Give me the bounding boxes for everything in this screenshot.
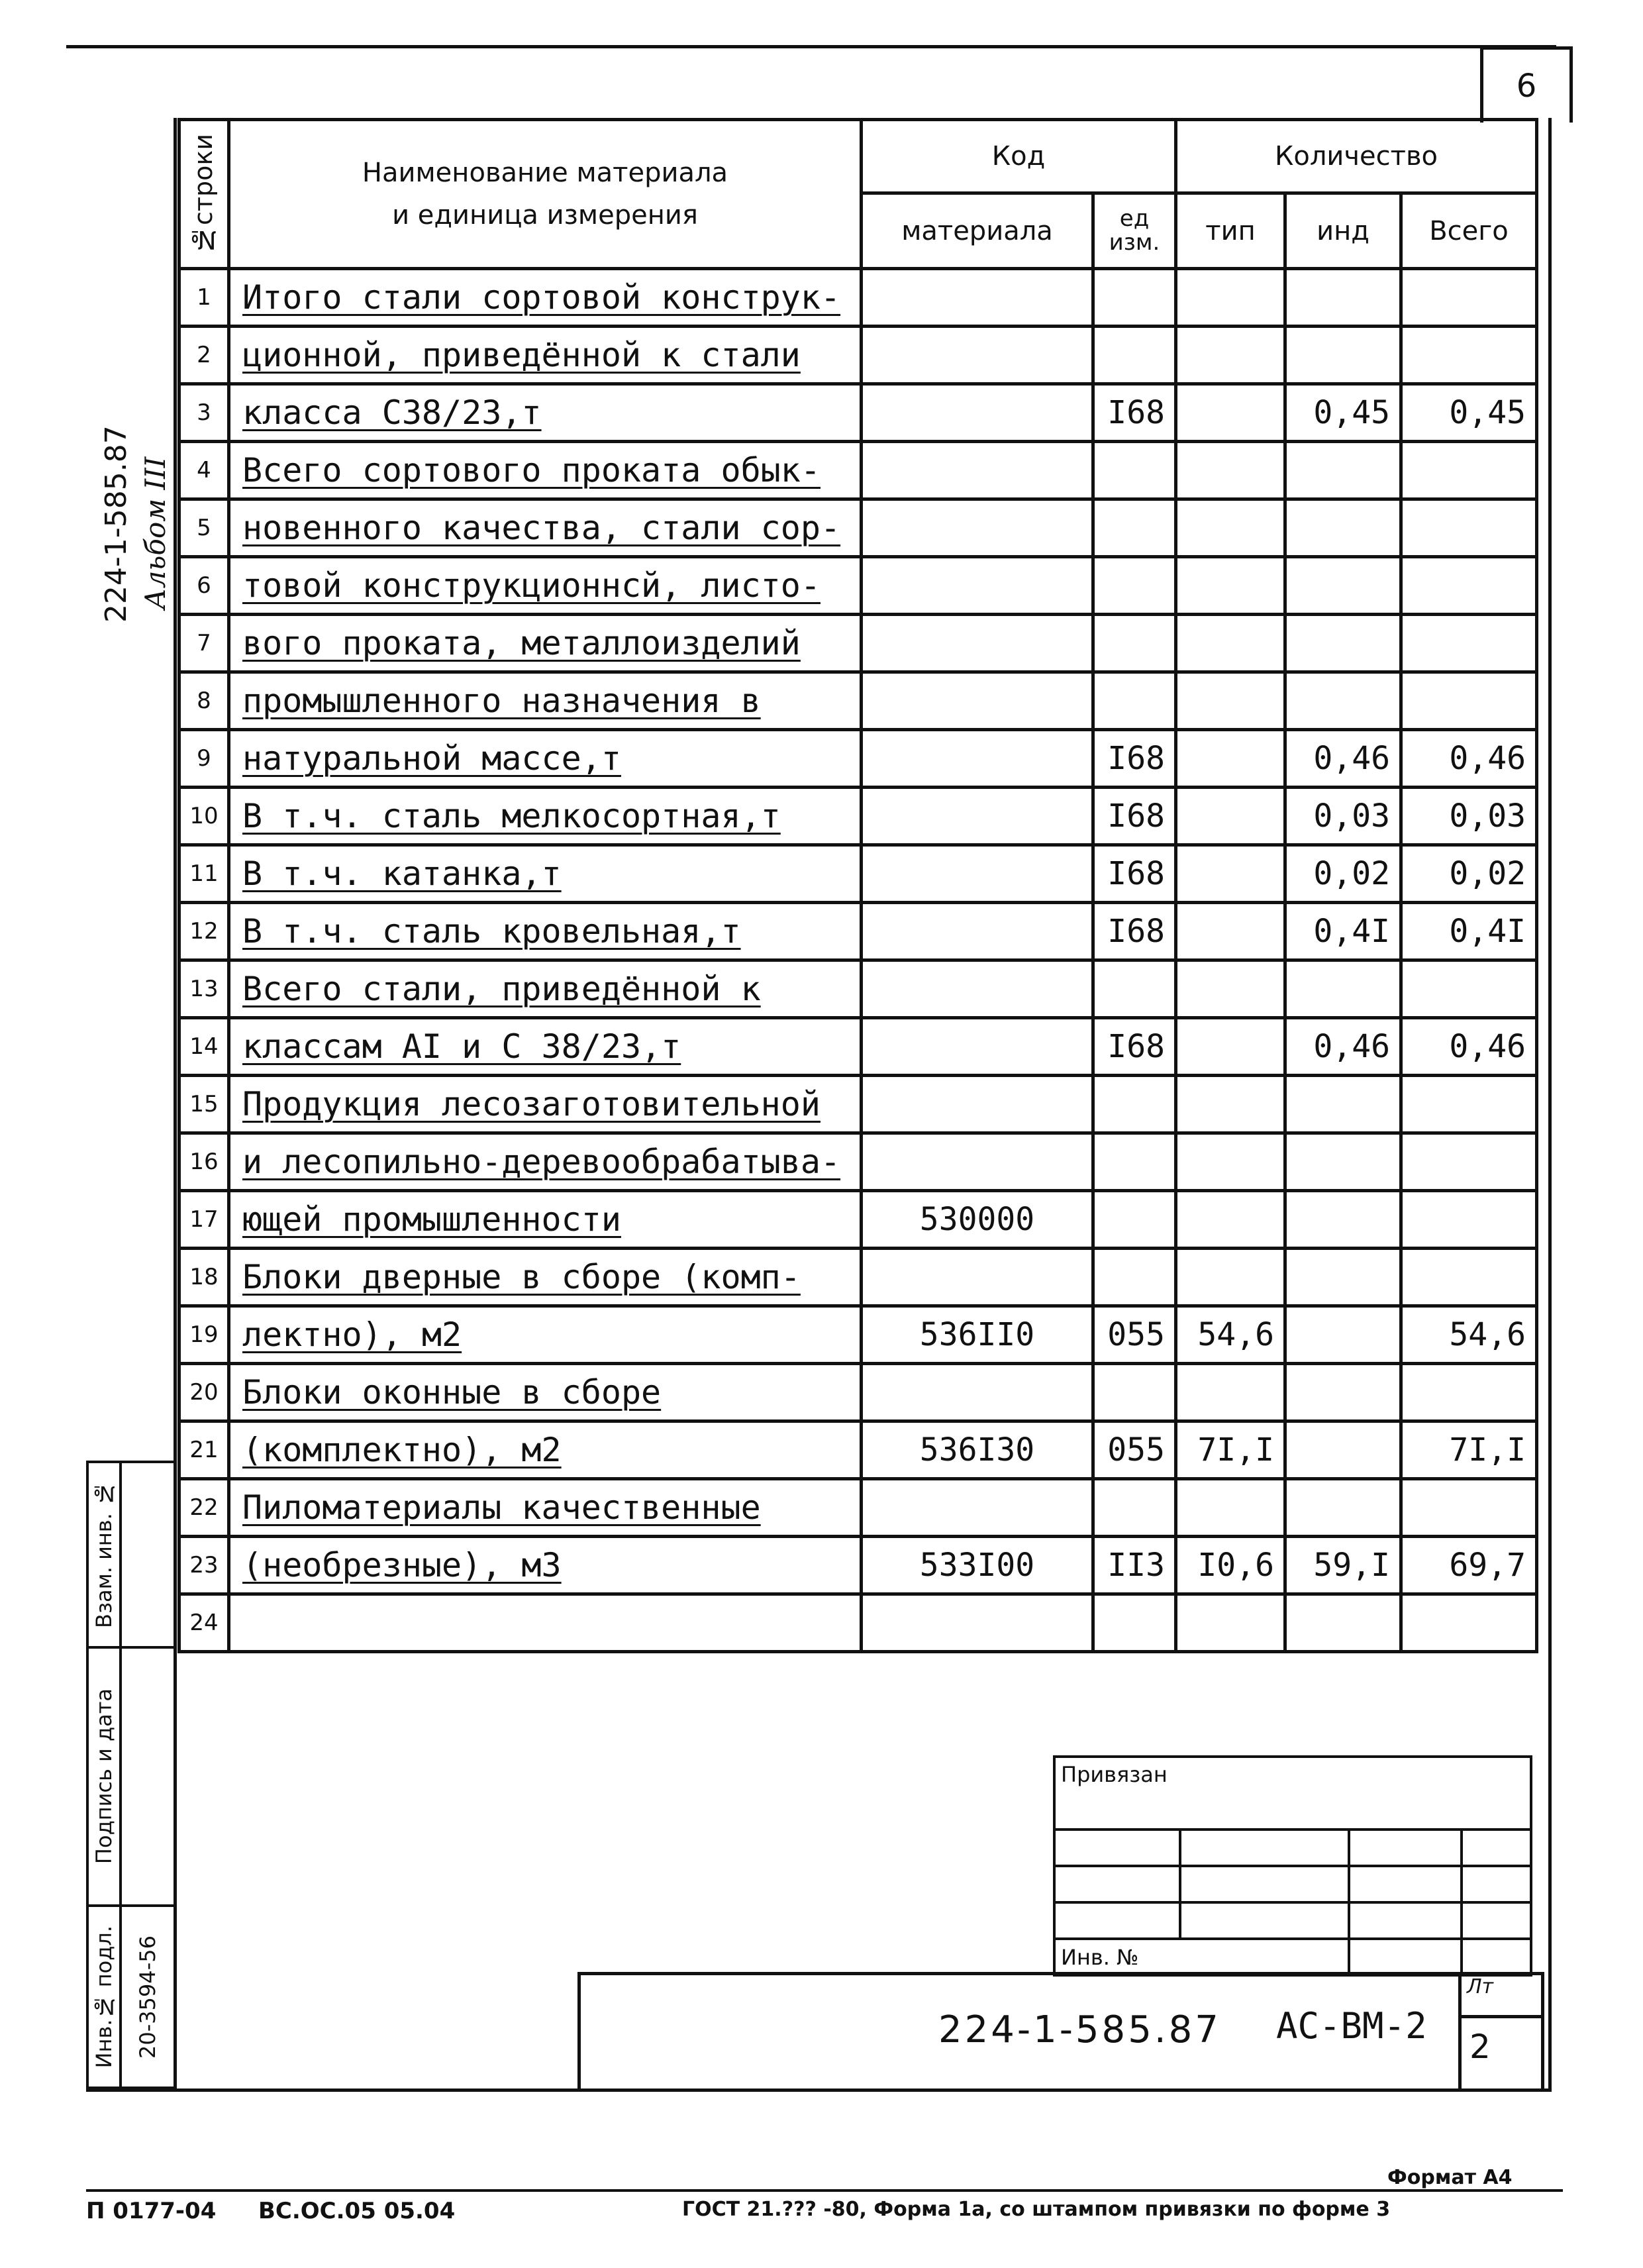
row-number: 13 bbox=[179, 960, 229, 1018]
main-stamp bbox=[577, 1972, 1544, 2092]
row-code bbox=[862, 1133, 1093, 1191]
table-row bbox=[179, 788, 1537, 845]
row-code: 533I00 bbox=[862, 1537, 1093, 1594]
row-name: Итого стали сортовой конструк- bbox=[229, 269, 862, 327]
table-row bbox=[179, 269, 1537, 327]
row-unit bbox=[1093, 1191, 1176, 1249]
table-row bbox=[179, 1076, 1537, 1133]
row-number: 15 bbox=[179, 1076, 229, 1133]
row-code bbox=[862, 845, 1093, 903]
row-total bbox=[1401, 615, 1537, 672]
row-code bbox=[862, 442, 1093, 499]
row-unit: 055 bbox=[1093, 1306, 1176, 1364]
top-rule bbox=[66, 45, 1556, 48]
row-name: Всего сортового проката обык- bbox=[229, 442, 862, 499]
stamp-sheet-label: Лт bbox=[1462, 1975, 1541, 2018]
row-total: 0,46 bbox=[1401, 1018, 1537, 1076]
row-ind bbox=[1285, 1133, 1401, 1191]
row-unit bbox=[1093, 960, 1176, 1018]
row-total: 0,03 bbox=[1401, 788, 1537, 845]
row-code bbox=[862, 557, 1093, 615]
row-unit: I68 bbox=[1093, 384, 1176, 442]
row-ind bbox=[1285, 1594, 1401, 1652]
row-total bbox=[1401, 960, 1537, 1018]
row-number: 21 bbox=[179, 1421, 229, 1479]
row-tip bbox=[1176, 557, 1285, 615]
header-code: Код bbox=[862, 120, 1176, 193]
row-code: 536II0 bbox=[862, 1306, 1093, 1364]
row-name: новенного качества, стали сор- bbox=[229, 499, 862, 557]
side-inv-orig-value-cell bbox=[121, 1906, 175, 2088]
row-unit bbox=[1093, 1076, 1176, 1133]
row-ind bbox=[1285, 1479, 1401, 1537]
row-number: 2 bbox=[179, 327, 229, 384]
row-name: и лесопильно-деревообрабатыва- bbox=[229, 1133, 862, 1191]
row-name: (необрезные), м3 bbox=[229, 1537, 862, 1594]
stamp-sheet-box bbox=[1458, 1975, 1541, 2092]
row-tip bbox=[1176, 960, 1285, 1018]
side-sign-date: Подпись и дата bbox=[91, 1688, 117, 1865]
side-inv-orig-cell bbox=[87, 1906, 121, 2088]
row-number: 11 bbox=[179, 845, 229, 903]
row-unit bbox=[1093, 672, 1176, 730]
table-row bbox=[179, 730, 1537, 788]
row-ind bbox=[1285, 1249, 1401, 1306]
row-number: 16 bbox=[179, 1133, 229, 1191]
side-inv-swap-cell bbox=[87, 1462, 121, 1647]
row-number: 1 bbox=[179, 269, 229, 327]
row-ind bbox=[1285, 1364, 1401, 1421]
row-ind bbox=[1285, 615, 1401, 672]
row-code bbox=[862, 1249, 1093, 1306]
row-total: 0,4I bbox=[1401, 903, 1537, 960]
footer-right: ГОСТ 21.??? -80, Форма 1а, со штампом привязки по форме 3 bbox=[682, 2198, 1391, 2221]
row-total bbox=[1401, 672, 1537, 730]
row-ind: 59,I bbox=[1285, 1537, 1401, 1594]
row-name: Всего стали, приведённой к bbox=[229, 960, 862, 1018]
header-tip: тип bbox=[1176, 193, 1285, 269]
row-total: 7I,I bbox=[1401, 1421, 1537, 1479]
row-ind bbox=[1285, 1191, 1401, 1249]
row-total bbox=[1401, 1364, 1537, 1421]
sheet-number-box bbox=[1480, 46, 1573, 123]
row-name: промышленного назначения в bbox=[229, 672, 862, 730]
row-unit bbox=[1093, 1249, 1176, 1306]
header-name-line2: и единица измерения bbox=[392, 200, 698, 231]
footer-left2: ВС.ОС.05 05.04 bbox=[258, 2198, 456, 2224]
row-number: 7 bbox=[179, 615, 229, 672]
row-unit: II3 bbox=[1093, 1537, 1176, 1594]
row-tip bbox=[1176, 730, 1285, 788]
stamp-doc-mark: АС-ВМ-2 bbox=[1276, 2005, 1427, 2047]
row-tip bbox=[1176, 615, 1285, 672]
row-unit bbox=[1093, 1594, 1176, 1652]
table-row bbox=[179, 1018, 1537, 1076]
row-number: 17 bbox=[179, 1191, 229, 1249]
side-inv-swap-value bbox=[121, 1462, 175, 1647]
table-row bbox=[179, 1191, 1537, 1249]
row-code bbox=[862, 499, 1093, 557]
row-name: В т.ч. катанка,т bbox=[229, 845, 862, 903]
row-unit: I68 bbox=[1093, 730, 1176, 788]
row-number: 22 bbox=[179, 1479, 229, 1537]
row-ind bbox=[1285, 1421, 1401, 1479]
table-row bbox=[179, 442, 1537, 499]
row-number: 20 bbox=[179, 1364, 229, 1421]
row-ind bbox=[1285, 1076, 1401, 1133]
row-number: 6 bbox=[179, 557, 229, 615]
row-unit: 055 bbox=[1093, 1421, 1176, 1479]
table-row bbox=[179, 903, 1537, 960]
row-tip bbox=[1176, 788, 1285, 845]
row-tip bbox=[1176, 1018, 1285, 1076]
row-number: 4 bbox=[179, 442, 229, 499]
footer-rule bbox=[86, 2189, 1563, 2192]
row-ind bbox=[1285, 327, 1401, 384]
row-unit: I68 bbox=[1093, 1018, 1176, 1076]
footer-left1: П 0177-04 bbox=[86, 2198, 217, 2224]
row-name: класса С38/23,т bbox=[229, 384, 862, 442]
row-ind bbox=[1285, 1306, 1401, 1364]
header-unit-line1: ед bbox=[1119, 205, 1150, 232]
row-total bbox=[1401, 499, 1537, 557]
attachment-stamp bbox=[1053, 1755, 1532, 1977]
row-tip bbox=[1176, 1479, 1285, 1537]
row-name: классам АI и С 38/23,т bbox=[229, 1018, 862, 1076]
side-album: Альбом III bbox=[139, 456, 172, 609]
table-row bbox=[179, 615, 1537, 672]
row-number: 18 bbox=[179, 1249, 229, 1306]
header-unit-line2: изм. bbox=[1109, 229, 1160, 256]
row-code: 530000 bbox=[862, 1191, 1093, 1249]
header-name-line1: Наименование материала bbox=[362, 158, 728, 188]
header-total: Всего bbox=[1401, 193, 1537, 269]
table-row bbox=[179, 1364, 1537, 1421]
row-tip: 7I,I bbox=[1176, 1421, 1285, 1479]
row-total bbox=[1401, 1479, 1537, 1537]
header-material: материала bbox=[862, 193, 1093, 269]
header-row-1 bbox=[179, 120, 1537, 193]
row-ind: 0,46 bbox=[1285, 730, 1401, 788]
row-code: 536I30 bbox=[862, 1421, 1093, 1479]
row-tip bbox=[1176, 1133, 1285, 1191]
table-row bbox=[179, 960, 1537, 1018]
row-tip bbox=[1176, 384, 1285, 442]
table-row bbox=[179, 1249, 1537, 1306]
row-name: ционной, приведённой к стали bbox=[229, 327, 862, 384]
right-border bbox=[1548, 118, 1552, 2092]
row-ind bbox=[1285, 269, 1401, 327]
row-ind bbox=[1285, 442, 1401, 499]
table-row bbox=[179, 499, 1537, 557]
row-tip bbox=[1176, 1594, 1285, 1652]
header-unit-cell bbox=[1093, 193, 1176, 269]
row-total bbox=[1401, 442, 1537, 499]
row-unit bbox=[1093, 615, 1176, 672]
row-name bbox=[229, 1594, 862, 1652]
row-tip bbox=[1176, 327, 1285, 384]
row-ind: 0,03 bbox=[1285, 788, 1401, 845]
row-name: Продукция лесозаготовительной bbox=[229, 1076, 862, 1133]
row-ind bbox=[1285, 557, 1401, 615]
header-quantity: Количество bbox=[1176, 120, 1537, 193]
row-ind: 0,45 bbox=[1285, 384, 1401, 442]
row-total: 69,7 bbox=[1401, 1537, 1537, 1594]
row-ind: 0,02 bbox=[1285, 845, 1401, 903]
row-total bbox=[1401, 1076, 1537, 1133]
side-sign-date-cell bbox=[87, 1647, 121, 1906]
row-code bbox=[862, 269, 1093, 327]
row-name: натуральной массе,т bbox=[229, 730, 862, 788]
row-tip bbox=[1176, 269, 1285, 327]
row-code bbox=[862, 384, 1093, 442]
row-code bbox=[862, 1076, 1093, 1133]
row-number: 19 bbox=[179, 1306, 229, 1364]
row-code bbox=[862, 327, 1093, 384]
row-code bbox=[862, 788, 1093, 845]
row-total bbox=[1401, 1191, 1537, 1249]
row-unit: I68 bbox=[1093, 788, 1176, 845]
row-tip bbox=[1176, 903, 1285, 960]
row-number: 5 bbox=[179, 499, 229, 557]
row-total bbox=[1401, 327, 1537, 384]
row-unit bbox=[1093, 499, 1176, 557]
row-name: (комплектно), м2 bbox=[229, 1421, 862, 1479]
row-name: товой конструкционнсй, листо- bbox=[229, 557, 862, 615]
row-name: ющей промышленности bbox=[229, 1191, 862, 1249]
table-body bbox=[179, 269, 1537, 1652]
side-doc-code-block bbox=[93, 344, 172, 623]
row-total: 54,6 bbox=[1401, 1306, 1537, 1364]
header-row-no: №строки bbox=[189, 133, 219, 255]
materials-table bbox=[177, 118, 1538, 1653]
attached-label: Привязан bbox=[1054, 1757, 1531, 1830]
row-total bbox=[1401, 269, 1537, 327]
row-total bbox=[1401, 557, 1537, 615]
row-total: 0,45 bbox=[1401, 384, 1537, 442]
row-number: 12 bbox=[179, 903, 229, 960]
table-row bbox=[179, 1479, 1537, 1537]
row-number: 9 bbox=[179, 730, 229, 788]
row-unit bbox=[1093, 1133, 1176, 1191]
row-total: 0,02 bbox=[1401, 845, 1537, 903]
header-name-cell bbox=[229, 120, 862, 269]
row-unit bbox=[1093, 327, 1176, 384]
row-tip bbox=[1176, 845, 1285, 903]
side-doc-code: 224-1-585.87 bbox=[99, 425, 133, 623]
row-unit: I68 bbox=[1093, 903, 1176, 960]
row-tip bbox=[1176, 1364, 1285, 1421]
row-name: Блоки дверные в сборе (комп- bbox=[229, 1249, 862, 1306]
row-total bbox=[1401, 1249, 1537, 1306]
row-number: 8 bbox=[179, 672, 229, 730]
row-tip bbox=[1176, 1191, 1285, 1249]
row-unit bbox=[1093, 1364, 1176, 1421]
row-ind: 0,4I bbox=[1285, 903, 1401, 960]
table-row bbox=[179, 1594, 1537, 1652]
row-ind bbox=[1285, 960, 1401, 1018]
side-inv-swap: Взам. инв. № bbox=[91, 1481, 117, 1628]
row-unit bbox=[1093, 1479, 1176, 1537]
table-row bbox=[179, 1537, 1537, 1594]
side-sign-date-value bbox=[121, 1647, 175, 1906]
row-code bbox=[862, 672, 1093, 730]
row-number: 14 bbox=[179, 1018, 229, 1076]
header-ind: инд bbox=[1285, 193, 1401, 269]
row-name: лектно), м2 bbox=[229, 1306, 862, 1364]
row-tip bbox=[1176, 442, 1285, 499]
row-name: В т.ч. сталь кровельная,т bbox=[229, 903, 862, 960]
row-number: 3 bbox=[179, 384, 229, 442]
row-unit: I68 bbox=[1093, 845, 1176, 903]
sheet-number: 6 bbox=[1516, 68, 1537, 105]
header-row-no-cell bbox=[179, 120, 229, 269]
row-name: вого проката, металлоизделий bbox=[229, 615, 862, 672]
row-code bbox=[862, 903, 1093, 960]
table-row bbox=[179, 1306, 1537, 1364]
row-ind: 0,46 bbox=[1285, 1018, 1401, 1076]
row-name: Пиломатериалы качественные bbox=[229, 1479, 862, 1537]
row-code bbox=[862, 730, 1093, 788]
row-name: В т.ч. сталь мелкосортная,т bbox=[229, 788, 862, 845]
row-number: 24 bbox=[179, 1594, 229, 1652]
footer-format: Формат А4 bbox=[1387, 2166, 1513, 2189]
row-code bbox=[862, 1479, 1093, 1537]
table-row bbox=[179, 1133, 1537, 1191]
side-inv-orig: Инв.№ подл. bbox=[91, 1925, 117, 2069]
stamp-sheet-value: 2 bbox=[1469, 2028, 1491, 2066]
row-total: 0,46 bbox=[1401, 730, 1537, 788]
row-tip bbox=[1176, 1076, 1285, 1133]
row-number: 23 bbox=[179, 1537, 229, 1594]
row-name: Блоки оконные в сборе bbox=[229, 1364, 862, 1421]
row-total bbox=[1401, 1133, 1537, 1191]
row-tip bbox=[1176, 672, 1285, 730]
row-unit bbox=[1093, 557, 1176, 615]
row-code bbox=[862, 615, 1093, 672]
stamp-doc-code: 224-1-585.87 bbox=[938, 2008, 1221, 2051]
row-ind bbox=[1285, 499, 1401, 557]
row-number: 10 bbox=[179, 788, 229, 845]
table-row bbox=[179, 384, 1537, 442]
row-tip bbox=[1176, 1249, 1285, 1306]
row-tip: I0,6 bbox=[1176, 1537, 1285, 1594]
row-code bbox=[862, 1594, 1093, 1652]
side-inv-orig-value: 20-3594-56 bbox=[135, 1935, 160, 2059]
row-tip bbox=[1176, 499, 1285, 557]
row-ind bbox=[1285, 672, 1401, 730]
table-row bbox=[179, 557, 1537, 615]
row-unit bbox=[1093, 269, 1176, 327]
row-code bbox=[862, 960, 1093, 1018]
inv-no-label: Инв. № bbox=[1054, 1939, 1349, 1975]
row-code bbox=[862, 1018, 1093, 1076]
row-tip: 54,6 bbox=[1176, 1306, 1285, 1364]
table-row bbox=[179, 327, 1537, 384]
table-row bbox=[179, 1421, 1537, 1479]
table-row bbox=[179, 845, 1537, 903]
row-unit bbox=[1093, 442, 1176, 499]
row-total bbox=[1401, 1594, 1537, 1652]
row-code bbox=[862, 1364, 1093, 1421]
table-row bbox=[179, 672, 1537, 730]
side-stamp-table bbox=[86, 1461, 176, 2089]
